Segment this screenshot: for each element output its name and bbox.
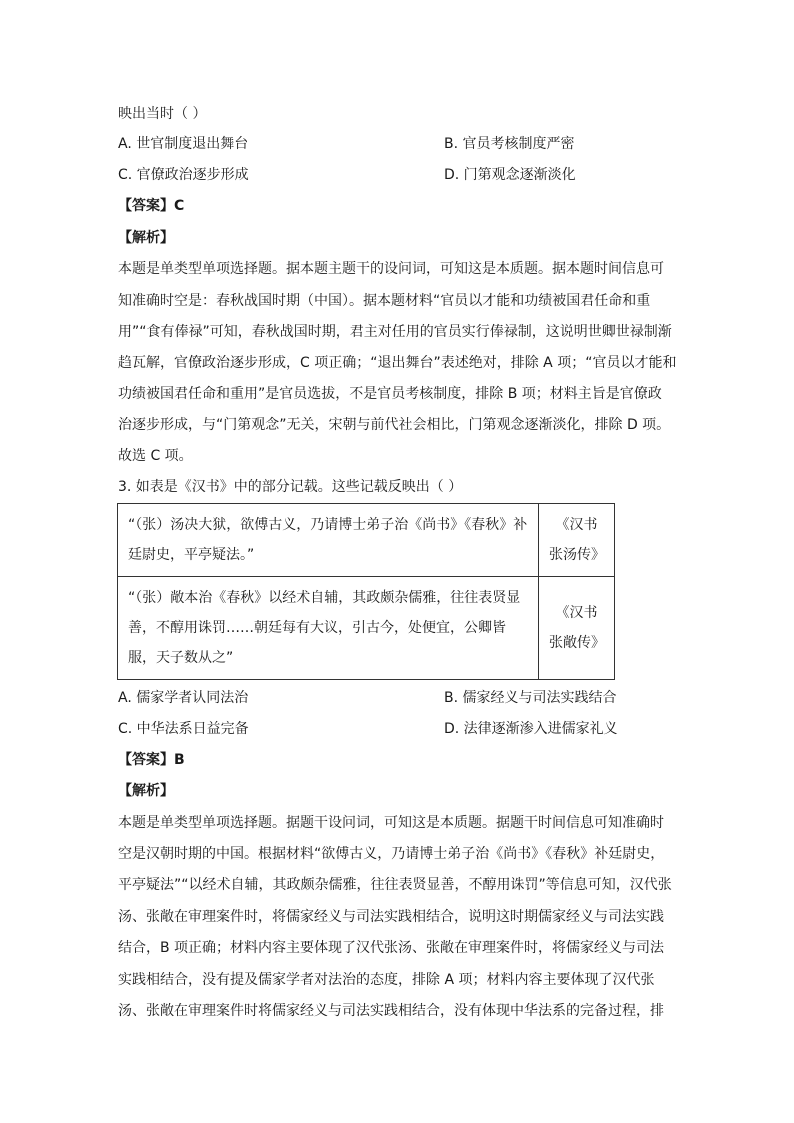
q2-analysis-line: 本题是单类型单项选择题。据本题主题干的设问词，可知这是本质题。据本题时间信息可 bbox=[118, 261, 664, 277]
q3-analysis-line: 汤、张敞在审理案件时将儒家经义与司法实践相结合，没有体现中华法系的完备过程，排 bbox=[118, 1003, 664, 1019]
q2-option-b: B. 官员考核制度严密 bbox=[444, 136, 575, 152]
q2-analysis-line: 治逐步形成，与“门第观念”无关，宋朝与前代社会相比，门第观念逐渐淡化，排除 D 项。 bbox=[118, 417, 671, 433]
q3-analysis-line: 结合，B 项正确；材料内容主要体现了汉代张汤、张敞在审理案件时，将儒家经义与司法 bbox=[118, 940, 665, 956]
q3-stem: 3. 如表是《汉书》中的部分记载。这些记载反映出（ ） bbox=[118, 479, 463, 495]
q2-analysis-label: 【解析】 bbox=[118, 230, 174, 246]
q3-analysis-line: 实践相结合，没有提及儒家学者对法治的态度，排除 A 项；材料内容主要体现了汉代张 bbox=[118, 972, 655, 988]
q3-analysis-line: 本题是单类型单项选择题。据题干设问词，可知这是本质题。据题干时间信息可知准确时 bbox=[118, 815, 664, 831]
q3-option-b: B. 儒家经义与司法实践结合 bbox=[444, 690, 617, 706]
record-source: 《汉书 张敞传》 bbox=[539, 577, 615, 680]
record-quote: “（张）汤决大狱，欲傅古义，乃请博士弟子治《尚书》《春秋》补廷尉史，平亭疑法。” bbox=[118, 504, 539, 577]
table-row bbox=[118, 504, 615, 577]
q3-option-c: C. 中华法系日益完备 bbox=[118, 721, 249, 737]
q3-analysis-label: 【解析】 bbox=[118, 783, 174, 799]
q2-analysis-line: 知准确时空是：春秋战国时期（中国）。据本题材料“官员以才能和功绩被国君任命和重 bbox=[118, 293, 651, 309]
q3-analysis-line: 空是汉朝时期的中国。根据材料“欲傅古义，乃请博士弟子治《尚书》《春秋》补廷尉史， bbox=[118, 846, 665, 862]
q2-analysis-line: 用”“食有俸禄”可知，春秋战国时期，君主对任用的官员实行俸禄制，这说明世卿世禄制渐 bbox=[118, 324, 672, 340]
han-shu-records-table bbox=[117, 503, 615, 680]
q3-analysis-line: 汤、张敞在审理案件时，将儒家经义与司法实践相结合，说明这时期儒家经义与司法实践 bbox=[118, 909, 664, 925]
q3-answer: 【答案】B bbox=[118, 752, 185, 768]
q2-answer: 【答案】C bbox=[118, 198, 185, 214]
q2-option-d: D. 门第观念逐渐淡化 bbox=[444, 167, 576, 183]
q3-analysis-line: 平亭疑法”“以经术自辅，其政颇杂儒雅，往往表贤显善，不醇用诛罚”等信息可知，汉代张 bbox=[118, 877, 672, 893]
q2-option-c: C. 官僚政治逐步形成 bbox=[118, 167, 249, 183]
q2-analysis-line: 故选 C 项。 bbox=[118, 448, 193, 464]
record-quote: “（张）敞本治《春秋》以经术自辅，其政颇杂儒雅，往往表贤显善，不醇用诛罚……朝廷每有大议，引古今，处便宜，公卿皆服，天子数从之” bbox=[118, 577, 539, 680]
q3-option-a: A. 儒家学者认同法治 bbox=[118, 690, 249, 706]
record-source: 《汉书 张汤传》 bbox=[539, 504, 615, 577]
table-row bbox=[118, 577, 615, 680]
q2-stem-tail: 映出当时（ ） bbox=[118, 106, 207, 122]
q2-option-a: A. 世官制度退出舞台 bbox=[118, 136, 249, 152]
q2-analysis-line: 功绩被国君任命和重用”是官员选拔，不是官员考核制度，排除 B 项；材料主旨是官僚政 bbox=[118, 386, 662, 402]
q3-option-d: D. 法律逐渐渗入进儒家礼义 bbox=[444, 721, 618, 737]
q2-analysis-line: 趋瓦解，官僚政治逐步形成，C 项正确；“退出舞台”表述绝对，排除 A 项；“官员以才能和 bbox=[118, 355, 677, 371]
